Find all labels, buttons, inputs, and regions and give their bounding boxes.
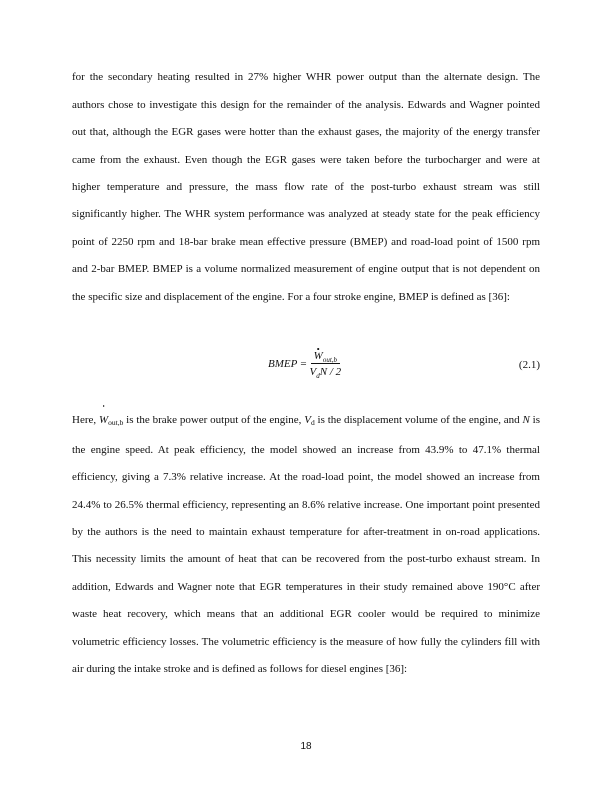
equation-equals-sign: = — [300, 358, 307, 370]
p2-w-subscript: out,b — [108, 418, 124, 428]
body-paragraph-1: for the secondary heating resulted in 27% higher WHR power output than the alternate design. The authors chose to investigate this design for the remainder of the analysis. Edwards and Wagner pointed out that, although the EGR gases were hotter than the exhaust gases, the majority of the energy transfer came from the exhaust. Even though the EGR gases were taken before the turbocharger and were at higher temperature and pressure, the mass flow rate of the post-turbo exhaust stream was still significantly higher. The WHR system performance was analyzed at steady state for the peak efficiency point of 2250 rpm and 18-bar brake mean effective pressure (BMEP) and road-load point of 1500 rpm and 2-bar BMEP. BMEP is a volume normalized measurement of engine output that is not dependent on the specific size and displacement of the engine. For a four stroke engine, BMEP is defined as [36]: — [72, 71, 540, 303]
equation-numerator-subscript: out,b — [322, 356, 338, 364]
equation-body — [268, 350, 341, 378]
equation-numerator-symbol: W — [313, 350, 323, 362]
equation-numerator — [311, 350, 340, 364]
p2-after-w: is the brake power output of the engine, — [123, 414, 305, 427]
equation-number: (2.1) — [518, 359, 540, 371]
page-number: 18 — [300, 741, 312, 752]
equation-denominator — [310, 364, 342, 378]
equation-denominator-v-subscript: d — [316, 372, 320, 380]
equation-bmep — [72, 341, 540, 391]
p2-rest: is the engine speed. At peak efficiency, the model showed an increase from 43.9% to 47.1% thermal efficiency, giving a 7.3% relative increase. At the road-load point, the model showed an increase from 24.4% to 26.5% thermal efficiency, representing an 8.6% relative increase. One important point presented by the authors is the need to maintain exhaust temperature for after-treatment in on-road applications. This necessity limits the amount of heat that can be recovered from the post-turbo exhaust stream. In addition, Edwards and Wagner note that EGR temperatures in their study remained above 190°C after waste heat recovery, which means that an additional EGR cooler would be required to minimize volumetric efficiency losses. The volumetric efficiency is the measure of how fully the cylinders fill with air during the intake stroke and is defined as follows for diesel engines [36]: — [72, 414, 541, 676]
equation-denominator-v: V — [309, 366, 317, 378]
p2-lead: Here, — [72, 414, 99, 427]
p2-v-subscript: d — [310, 418, 315, 428]
equation-lhs: BMEP — [268, 358, 298, 370]
equation-denominator-rest: N / 2 — [319, 366, 342, 378]
p2-w-symbol: W — [99, 407, 108, 434]
p2-n-symbol: N — [522, 414, 530, 427]
equation-fraction — [310, 350, 342, 378]
p2-after-v: is the displacement volume of the engine, and — [314, 414, 523, 427]
p2-v-symbol: V — [304, 414, 311, 427]
body-paragraph-2 — [72, 407, 540, 683]
